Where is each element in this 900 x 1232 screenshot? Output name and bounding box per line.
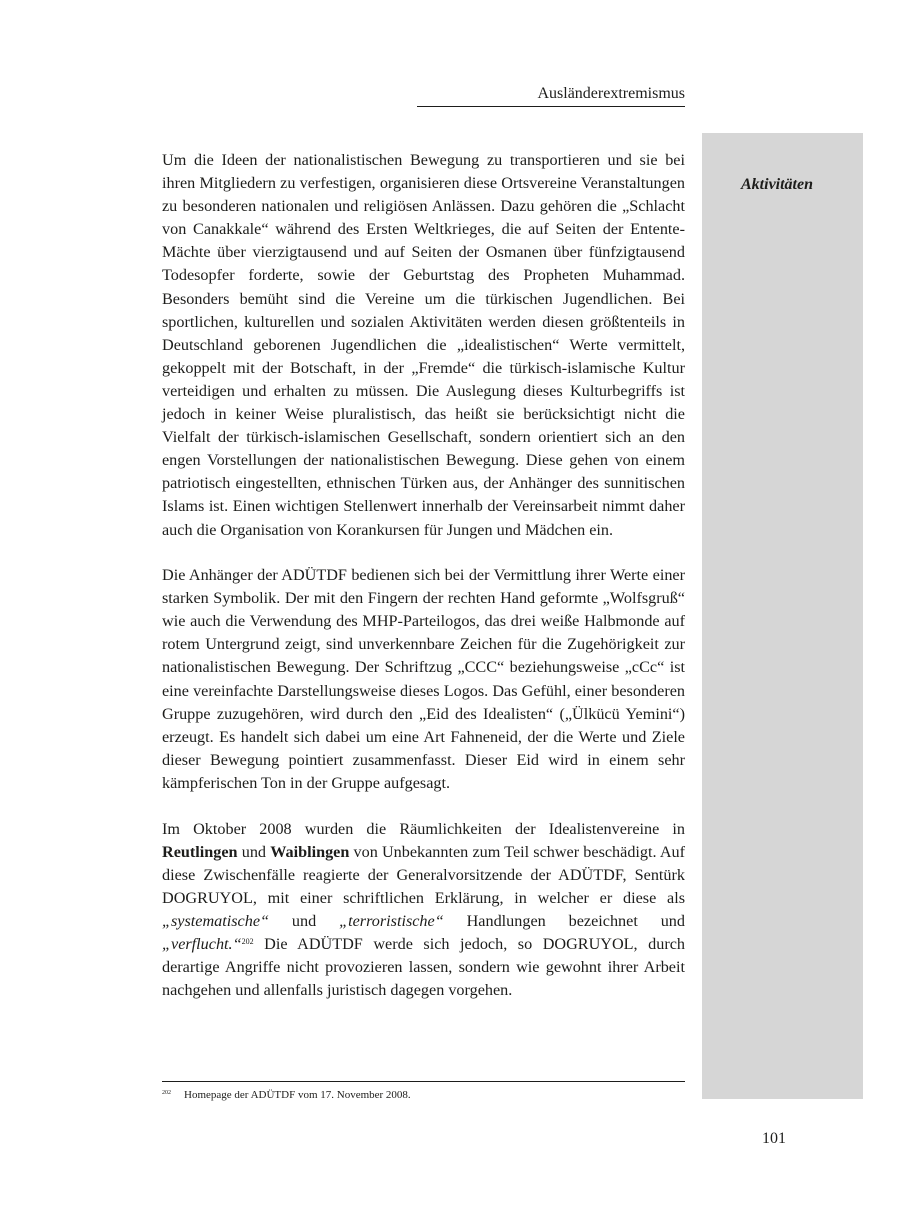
- place-reutlingen: Reutlingen: [162, 842, 238, 861]
- margin-column: [702, 133, 863, 1099]
- footnote-rule: [162, 1081, 685, 1082]
- paragraph-2: Die Anhänger der ADÜTDF bedienen sich bei der Vermittlung ihrer Werte einer starken Symbolik. Der mit den Fingern der rechten Hand geformte „Wolfsgruß“ wie auch die Verwendung des MHP-Parteilogos, das drei weiße Halbmonde auf rotem Untergrund zeigt, sind unverkennbare Zeichen für die Zugehörigkeit zur nationalistischen Bewegung. Der Schriftzug „CCC“ beziehungsweise „cCc“ ist eine vereinfachte Darstellungsweise dieses Logos. Das Gefühl, einer besonderen Gruppe zuzugehören, wird durch den „Eid des Idealisten“ („Ülkücü Yemini“) erzeugt. Es handelt sich dabei um eine Art Fahneneid, der die Werte und Ziele dieser Bewegung pointiert zusammenfasst. Dieser Eid wird in einem sehr kämpferischen Ton in der Gruppe aufgesagt.: [162, 566, 685, 792]
- main-text: [162, 149, 685, 1002]
- quote-systematische: „systematische“: [162, 911, 270, 930]
- paragraph-3-text-1: Im Oktober 2008 wurden die Räumlichkeiten der Idealistenvereine in: [162, 819, 685, 838]
- footnote-text: Homepage der ADÜTDF vom 17. November 2008.: [184, 1089, 411, 1101]
- footnote-reference[interactable]: 202: [241, 937, 254, 946]
- paragraph-3-text-6: Die ADÜTDF werde sich jedoch, so DOGRUYOL, durch derartige Angriffe nicht provozieren lassen, sondern wie gewohnt ihrer Arbeit nachgehen und allenfalls juristisch dagegen vorgehen.: [162, 935, 685, 1000]
- place-waiblingen: Waiblingen: [270, 842, 350, 861]
- page-number: 101: [762, 1130, 786, 1147]
- paragraph-3: [162, 818, 685, 1003]
- footnote: 202 Homepage der ADÜTDF vom 17. November 2008.: [162, 1089, 411, 1101]
- quote-terroristische: „terroristische“: [339, 911, 444, 930]
- paragraph-3-text-4: und: [269, 911, 340, 930]
- paragraph-3-text-3: von Unbekannten zum Teil schwer beschädigt. Auf diese Zwischenfälle reagierte der Generalvorsitzende der ADÜTDF, Sentürk DOGRUYOL, mit einer schriftlichen Erklärung, in welcher er diese als: [162, 842, 686, 907]
- header-rule: [417, 106, 685, 107]
- quote-verflucht: „verflucht.“: [162, 935, 242, 953]
- paragraph-3-text-2: und: [237, 842, 271, 861]
- paragraph-3-text-5: Handlungen bezeichnet und: [443, 911, 685, 930]
- paragraph-1: Um die Ideen der nationalistischen Bewegung zu transportieren und sie bei ihren Mitgliedern zu verfestigen, organisieren diese Ortsvereine Veranstaltungen zu besonderen nationalen und religiösen Anlässen. Dazu gehören die „Schlacht von Canakkale“ während des Ersten Weltkrieges, die auf Seiten der Entente-Mächte über vierzigtausend und auf Seiten der Osmanen über fünfzigtausend Todesopfer forderte, sowie der Geburtstag des Propheten Muhammad. Besonders bemüht sind die Vereine um die türkischen Jugendlichen. Bei sportlichen, kulturellen und sozialen Aktivitäten werden diesen größtenteils in Deutschland geborenen Jugendlichen die „idealistischen“ Werte vermittelt, gekoppelt mit der Botschaft, in der „Fremde“ die türkisch-islamische Kultur verteidigen und erhalten zu müssen. Die Auslegung dieses Kulturbegriffs ist jedoch in keiner Weise pluralistisch, das heißt sie berücksichtigt nicht die Vielfalt der türkisch-islamischen Gesellschaft, sondern orientiert sich an den engen Vorstellungen der nationalistischen Bewegung. Diese gehen von einem patriotisch eingestellten, ethnischen Türken aus, der Anhänger des sunnitischen Islams ist. Einen wichtigen Stellenwert innerhalb der Vereinsarbeit nimmt daher auch die Organisation von Korankursen für Jungen und Mädchen ein.: [162, 151, 685, 539]
- margin-note: Aktivitäten: [741, 176, 813, 193]
- running-head: Ausländerextremismus: [537, 85, 685, 102]
